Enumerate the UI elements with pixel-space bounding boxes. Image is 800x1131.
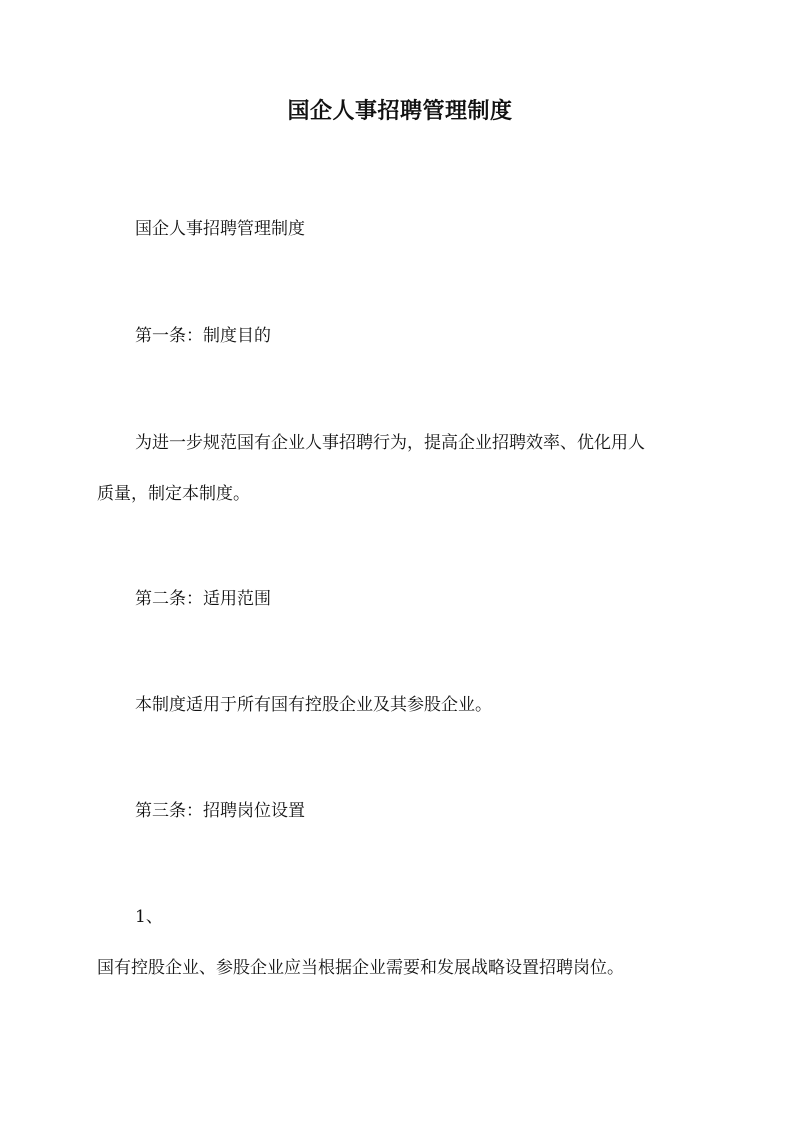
- article-2-body: 本制度适用于所有国有控股企业及其参股企业。: [135, 695, 492, 715]
- article-1-body-line-2: 质量，制定本制度。: [97, 484, 250, 504]
- article-1-heading: 第一条：制度目的: [135, 326, 271, 346]
- document-title: 国企人事招聘管理制度: [287, 98, 513, 124]
- article-3-item-body: 国有控股企业、参股企业应当根据企业需要和发展战略设置招聘岗位。: [97, 958, 624, 978]
- article-2-heading: 第二条：适用范围: [135, 589, 271, 609]
- article-3-item-number: 1、: [135, 907, 163, 927]
- subtitle-line: 国企人事招聘管理制度: [135, 219, 305, 239]
- article-3-heading: 第三条：招聘岗位设置: [135, 801, 305, 821]
- article-1-body-line-1: 为进一步规范国有企业人事招聘行为，提高企业招聘效率、优化用人: [135, 433, 645, 453]
